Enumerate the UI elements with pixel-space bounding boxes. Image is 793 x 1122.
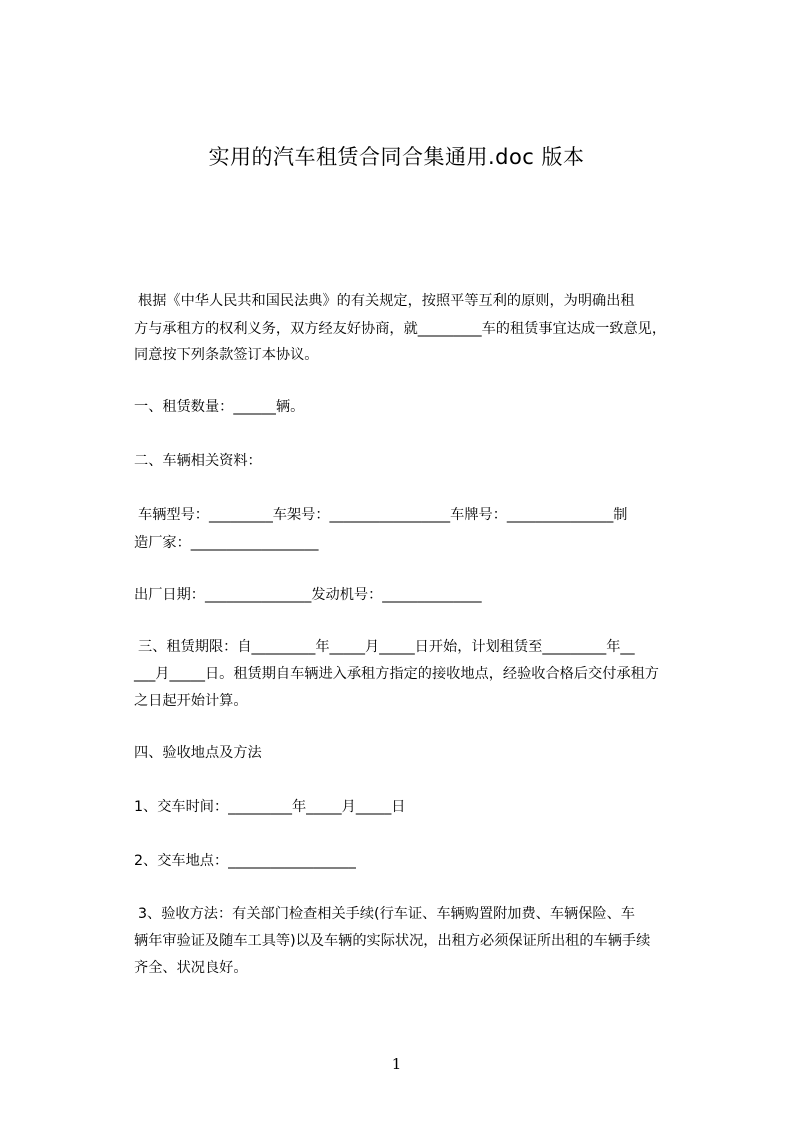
section-1-rental-quantity: 一、租赁数量：______辆。	[134, 399, 305, 415]
vehicle-info-line-2: 造厂家：__________________	[134, 535, 319, 551]
document-title: 实用的汽车租赁合同合集通用.doc 版本	[208, 145, 585, 169]
page-number: 1	[391, 1055, 402, 1073]
section-4-item-3-line-3: 齐全、状况良好。	[134, 960, 248, 976]
section-4-item-3-line-2: 辆年审验证及随车工具等)以及车辆的实际状况，出租方必须保证所出租的车辆手续	[134, 933, 651, 949]
section-3-line-3: 之日起开始计算。	[134, 693, 248, 709]
section-4-heading: 四、验收地点及方法	[134, 745, 262, 761]
section-3-line-1: 三、租赁期限：自_________年_____月_____日开始，计划租赁至_________年__	[138, 639, 635, 655]
intro-line-1: 根据《中华人民共和国民法典》的有关规定，按照平等互利的原则，为明确出租	[138, 293, 635, 309]
vehicle-info-line-3: 出厂日期：_______________发动机号：______________	[134, 587, 482, 603]
section-4-item-3-line-1: 3、验收方法：有关部门检查相关手续(行车证、车辆购置附加费、车辆保险、车	[138, 906, 635, 922]
vehicle-info-line-1: 车辆型号：_________车架号：_________________车牌号：_______________制	[138, 507, 628, 523]
section-3-line-2: ___月_____日。租赁期自车辆进入承租方指定的接收地点，经验收合格后交付承租方	[134, 666, 659, 682]
section-4-item-1: 1、交车时间：_________年_____月_____日	[134, 799, 406, 815]
intro-line-2: 方与承租方的权利义务，双方经友好协商，就_________车的租赁事宜达成一致意见，	[134, 321, 667, 337]
section-2-heading: 二、车辆相关资料：	[134, 453, 262, 469]
intro-line-3: 同意按下列条款签订本协议。	[134, 347, 319, 363]
section-4-item-2: 2、交车地点：__________________	[134, 853, 356, 869]
